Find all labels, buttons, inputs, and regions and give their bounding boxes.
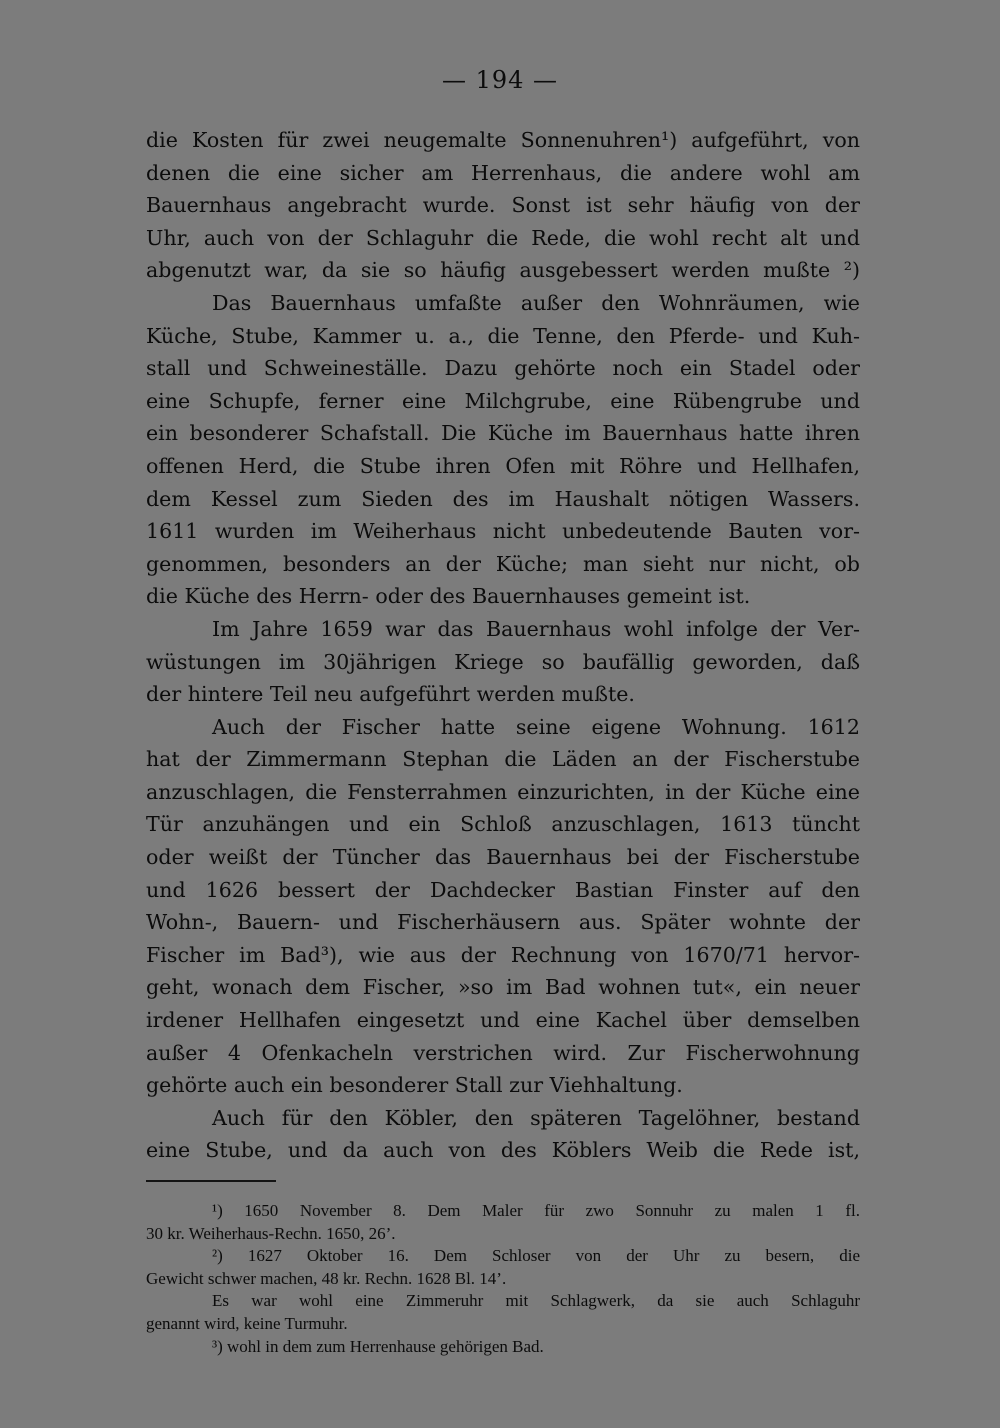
- text-line: die Kosten für zwei neugemalte Sonnenuhren¹) aufgeführt, von: [146, 128, 860, 152]
- text-line: und 1626 bessert der Dachdecker Bastian Finster auf den: [146, 877, 860, 902]
- text-line: Tür anzuhängen und ein Schloß anzuschlagen, 1613 tüncht: [146, 812, 860, 837]
- footnote-line: Gewicht schwer machen, 48 kr. Rechn. 1628 Bl. 14’.: [146, 1268, 507, 1288]
- text-line: Fischer im Bad³), wie aus der Rechnung von 1670/71 hervor-: [146, 942, 860, 967]
- body-text: [146, 124, 860, 1167]
- text-line: Uhr, auch von der Schlaguhr die Rede, die wohl recht alt und: [146, 225, 860, 250]
- footnote-line: ¹) 1650 November 8. Dem Maler für zwo Sonnuhr zu malen 1 fl.: [212, 1201, 860, 1220]
- footnote-line: genannt wird, keine Turmuhr.: [146, 1313, 348, 1333]
- page-number: — 194 —: [441, 66, 559, 94]
- text-line: denen die eine sicher am Herrenhaus, die andere wohl am: [146, 160, 860, 185]
- text-line: Auch für den Köbler, den späteren Tagelöhner, bestand: [212, 1105, 860, 1130]
- text-line: wüstungen im 30jährigen Kriege so baufällig geworden, daß: [146, 649, 860, 674]
- text-line: stall und Schweineställe. Dazu gehörte noch ein Stadel oder: [146, 356, 860, 381]
- text-line: irdener Hellhafen eingesetzt und eine Kachel über demselben: [146, 1008, 860, 1033]
- footnote-line: ³) wohl in dem zum Herrenhause gehörigen Bad.: [212, 1336, 544, 1356]
- text-line: hat der Zimmermann Stephan die Läden an der Fischerstube: [146, 747, 860, 772]
- text-line: oder weißt der Tüncher das Bauernhaus bei der Fischerstube: [146, 845, 860, 870]
- text-line: 1611 wurden im Weiherhaus nicht unbedeutende Bauten vor-: [146, 519, 860, 544]
- footnote-line: Es war wohl eine Zimmeruhr mit Schlagwerk, da sie auch Schlaguhr: [212, 1291, 860, 1311]
- text-line: Wohn-, Bauern- und Fischerhäusern aus. Später wohnte der: [146, 910, 860, 935]
- text-line: die Küche des Herrn- oder des Bauernhauses gemeint ist.: [146, 584, 751, 609]
- text-line: dem Kessel zum Sieden des im Haushalt nötigen Wassers.: [146, 486, 860, 511]
- text-line: eine Schupfe, ferner eine Milchgrube, eine Rübengrube und: [146, 388, 860, 413]
- text-line: Küche, Stube, Kammer u. a., die Tenne, den Pferde- und Kuh-: [146, 323, 860, 348]
- text-line: gehörte auch ein besonderer Stall zur Viehhaltung.: [146, 1073, 683, 1098]
- footnotes: [146, 1200, 860, 1358]
- text-line: Auch der Fischer hatte seine eigene Wohnung. 1612: [212, 714, 860, 739]
- footnote-line: ²) 1627 Oktober 16. Dem Schloser von der Uhr zu besern, die: [212, 1246, 860, 1266]
- text-line: genommen, besonders an der Küche; man sieht nur nicht, ob: [146, 551, 860, 576]
- footnote-divider: [146, 1180, 276, 1182]
- text-line: geht, wonach dem Fischer, »so im Bad wohnen tut«, ein neuer: [146, 975, 860, 1000]
- text-line: offenen Herd, die Stube ihren Ofen mit Röhre und Hellhafen,: [146, 453, 860, 478]
- text-line: Bauernhaus angebracht wurde. Sonst ist sehr häufig von der: [146, 193, 860, 218]
- text-line: Im Jahre 1659 war das Bauernhaus wohl infolge der Ver-: [212, 616, 860, 641]
- footnote-line: 30 kr. Weiherhaus-Rechn. 1650, 26’.: [146, 1223, 396, 1243]
- text-line: anzuschlagen, die Fensterrahmen einzurichten, in der Küche eine: [146, 779, 860, 804]
- text-line: außer 4 Ofenkacheln verstrichen wird. Zur Fischerwohnung: [146, 1040, 860, 1065]
- text-line: der hintere Teil neu aufgeführt werden mußte.: [146, 682, 635, 707]
- text-line: eine Stube, und da auch von des Köblers Weib die Rede ist,: [146, 1138, 860, 1163]
- text-line: Das Bauernhaus umfaßte außer den Wohnräumen, wie: [212, 290, 860, 315]
- text-line: ein besonderer Schafstall. Die Küche im Bauernhaus hatte ihren: [146, 421, 860, 446]
- text-line: abgenutzt war, da sie so häufig ausgebessert werden mußte ²): [146, 258, 860, 283]
